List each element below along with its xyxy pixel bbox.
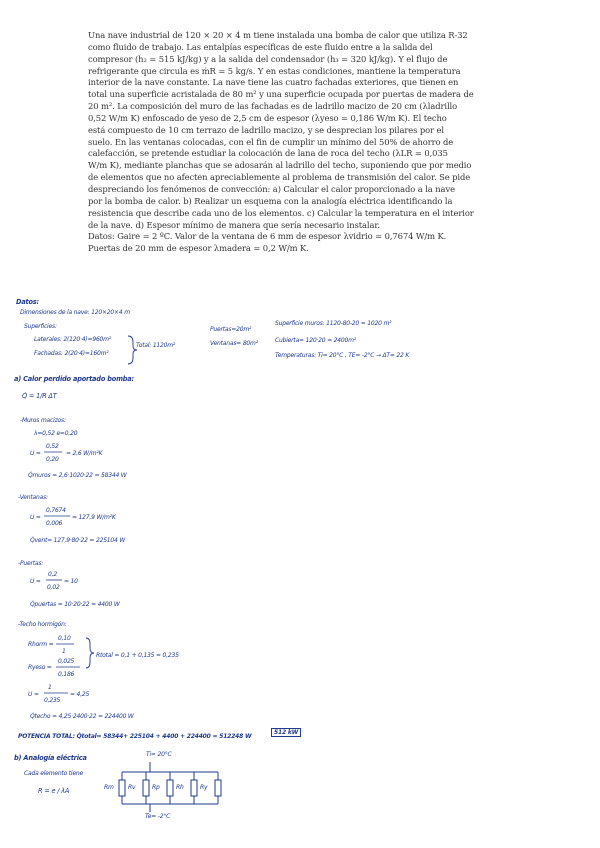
resistor-label: Rh xyxy=(176,784,184,791)
r-yeso-denominator: 0,186 xyxy=(58,671,75,678)
resistor-symbol xyxy=(167,780,173,796)
muros-u-result: = 2,6 W/m²K xyxy=(66,450,103,457)
problem-line: refrigerante que circula es ṁR = 5 kg/s. Y en estas condiciones, mantiene la temperatura xyxy=(88,65,461,76)
problem-line: de elementos que no afecten apreciablemente al problema de transmisión del calor. Se pide xyxy=(88,172,471,183)
r-yeso-numerator: 0,025 xyxy=(58,658,75,665)
problem-line: de la nave. d) Espesor mínimo de manera que sería necesario instalar. xyxy=(88,219,380,230)
r-hormigon-numerator: 0,10 xyxy=(58,635,71,642)
resistor-symbol xyxy=(191,780,197,796)
muros-title: -Muros macizos: xyxy=(20,417,66,424)
u-letter: U = xyxy=(28,691,39,698)
fachadas-note: Fachadas: 2(20·4)=160m² xyxy=(34,350,109,357)
ventanas-heat: Q̇vent= 127,9·80·22 = 225104 W xyxy=(30,537,126,544)
puertas-heat: Q̇puertas = 10·20·22 = 4400 W xyxy=(30,601,120,608)
problem-line: suelo. En las ventanas colocadas, con el fin de cumplir un mínimo del 50% de ahorro de xyxy=(88,136,454,147)
r-hormigon-label: Rhorm = xyxy=(28,641,54,648)
muros-heat: Q̇muros = 2,6·1020·22 = 58344 W xyxy=(28,472,127,479)
problem-line: total una superficie acristalada de 80 m² y una superficie ocupada por puertas de madera de xyxy=(88,89,474,100)
dimensiones-note: Dimensiones de la nave: 120×20×4 m xyxy=(20,309,130,316)
u-letter: U = xyxy=(30,514,41,521)
superficies-brace xyxy=(128,336,137,364)
ventanas-u-denominator: 0,006 xyxy=(46,520,63,527)
potencia-total: POTENCIA TOTAL: Q̇total= 58344+ 225104 + 4400 + 224400 = 512248 W xyxy=(18,733,252,740)
resistor-symbol xyxy=(215,780,221,796)
problem-line: por la bomba de calor. b) Realizar un esquema con la analogía eléctrica identificando la xyxy=(88,195,453,206)
techo-title: -Techo hormigón: xyxy=(18,621,67,628)
techo-u-result: = 4,25 xyxy=(70,691,90,698)
part-b-formula: R = e / λA xyxy=(38,787,70,795)
superficie-muros-note: Superficie muros: 1120-80-20 = 1020 m² xyxy=(275,320,392,327)
puertas-u-numerator: 0,2 xyxy=(48,571,57,578)
puertas-u-denominator: 0,02 xyxy=(47,584,60,591)
problem-line: despreciando los fenómenos de convección: a) Calcular el calor proporcionado a la nave xyxy=(88,183,455,194)
techo-brace xyxy=(86,638,94,668)
puertas-u-result: = 10 xyxy=(64,578,78,585)
potencia-result-box: 512 kW xyxy=(271,728,301,737)
resistor-symbol xyxy=(143,780,149,796)
problem-line: como fluido de trabajo. Las entalpías específicas de este fluido entre a la salida del xyxy=(88,41,433,52)
resistor-label: Rv xyxy=(128,784,136,791)
resistor-label: Ry xyxy=(200,784,208,791)
total-note: Total: 1120m² xyxy=(136,342,176,349)
puertas-title: -Puertas: xyxy=(18,560,44,567)
problem-line: compresor (h₂ = 515 kJ/kg) y a la salida del condensador (h₃ = 320 kJ/kg). Y el flujo de xyxy=(88,53,448,64)
ti-label: Ti= 20°C xyxy=(146,751,172,758)
problem-line: 20 m². La composición del muro de las fachadas es de ladrillo macizo de 20 cm (λladrillo xyxy=(88,101,458,112)
resistor-symbol xyxy=(119,780,125,796)
r-yeso-label: Ryeso = xyxy=(28,664,52,671)
r-hormigon-denominator: 1 xyxy=(62,648,66,655)
problem-line: interior de la nave constante. La nave tiene las cuatro fachadas exteriores, que tienen en xyxy=(88,77,459,88)
problem-line: Una nave industrial de 120 × 20 × 4 m tiene instalada una bomba de calor que utiliza R-32 xyxy=(88,30,468,40)
r-total: Rtotal = 0,1 + 0,135 = 0,235 xyxy=(96,652,179,659)
problem-line: 0,52 W/m K) enfoscado de yeso de 2,5 cm de espesor (λyeso = 0,186 W/m K). El techo xyxy=(88,112,447,123)
part-b-subtitle: Cada elemento tiene xyxy=(24,770,83,777)
u-letter: U = xyxy=(30,578,41,585)
resistor-label: Rp xyxy=(152,784,160,791)
problem-line: resistencia que describe cada uno de los elementos. c) Calcular la temperatura en el interior xyxy=(88,207,474,218)
part-a-title: a) Calor perdido aportado bomba: xyxy=(14,375,134,383)
part-b-title: b) Analogía eléctrica xyxy=(14,754,87,762)
u-letter: U = xyxy=(30,450,41,457)
techo-heat: Q̇techo = 4,25·2400·22 = 224400 W xyxy=(30,713,134,720)
superficies-note: Superficies: xyxy=(24,323,57,330)
muros-params: λ=0,52 e=0,20 xyxy=(34,430,78,437)
part-a-formula: Q̇ = 1/R ΔT xyxy=(22,392,57,400)
muros-u-numerator: 0,52 xyxy=(46,443,59,450)
ventanas-u-result: = 127,9 W/m²K xyxy=(72,514,116,521)
laterales-note: Laterales: 2(120·4)=960m² xyxy=(34,336,112,343)
cubierta-note: Cubierta= 120·20 = 2400m² xyxy=(275,337,356,344)
problem-line: W/m K), mediante planchas que se adosarán al ladrillo del techo, suponiendo que por medio xyxy=(88,160,472,171)
ventanas-note: Ventanas= 80m² xyxy=(210,340,258,347)
datos-title: Datos: xyxy=(16,298,39,306)
te-label: Te= -2°C xyxy=(145,813,171,820)
problem-line: Datos: Gaire = 2 ºC. Valor de la ventana de 6 mm de espesor λvidrio = 0,7674 W/m K. xyxy=(88,231,447,242)
problem-line: está compuesto de 10 cm terrazo de ladrillo macizo, y se desprecian los pilares por el xyxy=(88,124,444,135)
muros-u-denominator: 0,20 xyxy=(46,456,59,463)
ventanas-u-numerator: 0,7674 xyxy=(46,507,66,514)
techo-u-denominator: 0,235 xyxy=(44,697,61,704)
puertas-note: Puertas=20m² xyxy=(210,326,252,333)
problem-line: calefacción, se pretende estudiar la colocación de lana de roca del techo (λLR = 0,035 xyxy=(88,148,448,159)
temperaturas-note: Temperaturas: Ti= 20°C , TE= -2°C → ΔT= 22 K xyxy=(275,352,410,359)
ventanas-title: -Ventanas: xyxy=(18,494,48,501)
resistor-label: Rm xyxy=(104,784,114,791)
problem-line: Puertas de 20 mm de espesor λmadera = 0,2 W/m K. xyxy=(88,243,309,254)
techo-u-numerator: 1 xyxy=(48,684,52,691)
